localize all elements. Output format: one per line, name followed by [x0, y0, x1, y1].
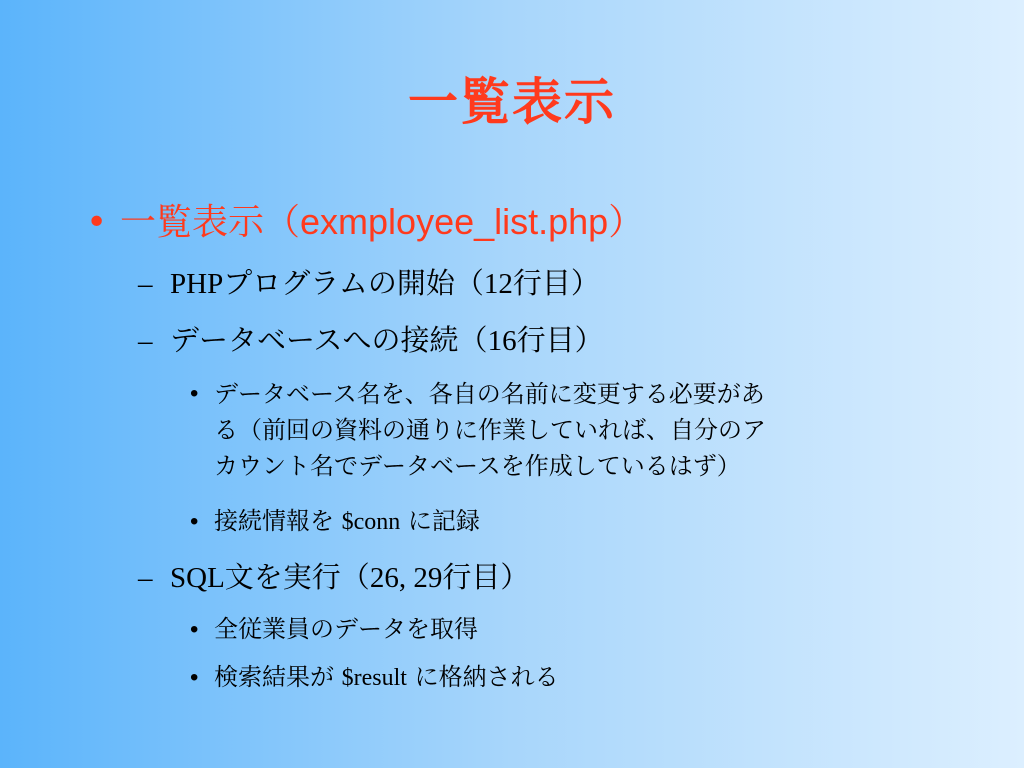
sub-item-php-start	[138, 264, 600, 303]
bullet-dot: •	[190, 508, 199, 535]
bullet-text: に記録	[400, 507, 480, 535]
sub-item-prefix: SQL	[170, 562, 225, 594]
sub-item-sql-exec	[138, 558, 529, 597]
variable-name: $conn	[341, 509, 401, 535]
note-line-1: データベース名を、各自の名前に変更する必要があ	[214, 380, 765, 408]
bullet-text: 全従業員のデータを取得	[214, 615, 478, 643]
bullet-dot: •	[190, 616, 199, 643]
sub-item-db-connect	[138, 321, 604, 360]
sub-item-suffix: 行目）	[442, 560, 530, 594]
sub-item-text: データベースへの接続（	[170, 323, 488, 357]
bullet-dot: •	[190, 380, 199, 407]
main-bullet-item	[86, 200, 644, 245]
sub-item-suffix: 行目）	[516, 323, 604, 357]
main-item-label: 一覧表示	[120, 202, 265, 243]
bullet-text: 検索結果が	[214, 663, 342, 691]
sub-item-suffix: 行目）	[512, 266, 600, 300]
note-line-3: カウント名でデータベースを作成しているはず）	[214, 452, 741, 480]
bullet-text: に格納される	[406, 663, 559, 691]
line-number: 16	[487, 325, 517, 357]
bullet-item-db-name-note	[190, 376, 974, 484]
bullet-item-conn	[190, 504, 480, 540]
dash-marker: –	[138, 562, 153, 594]
bullet-dot: •	[190, 664, 199, 691]
variable-name: $result	[341, 665, 407, 691]
bullet-text: 接続情報を	[214, 507, 342, 535]
line-number: 12	[483, 268, 513, 300]
sub-item-prefix: PHP	[170, 268, 224, 300]
slide-title: 一覧表示	[408, 73, 616, 131]
bullet-dot: •	[86, 202, 108, 243]
sub-item-text: プログラムの開始（	[223, 266, 484, 300]
dash-marker: –	[138, 325, 153, 357]
main-item-filename: （exmployee_list.php）	[264, 201, 645, 242]
bullet-item-fetch-all	[190, 612, 478, 647]
bullet-item-result	[190, 660, 559, 696]
line-numbers: 26, 29	[369, 562, 443, 594]
dash-marker: –	[138, 268, 153, 300]
sub-item-text: 文を実行（	[224, 560, 370, 594]
note-line-2: る（前回の資料の通りに作業していれば、自分のア	[214, 416, 766, 444]
